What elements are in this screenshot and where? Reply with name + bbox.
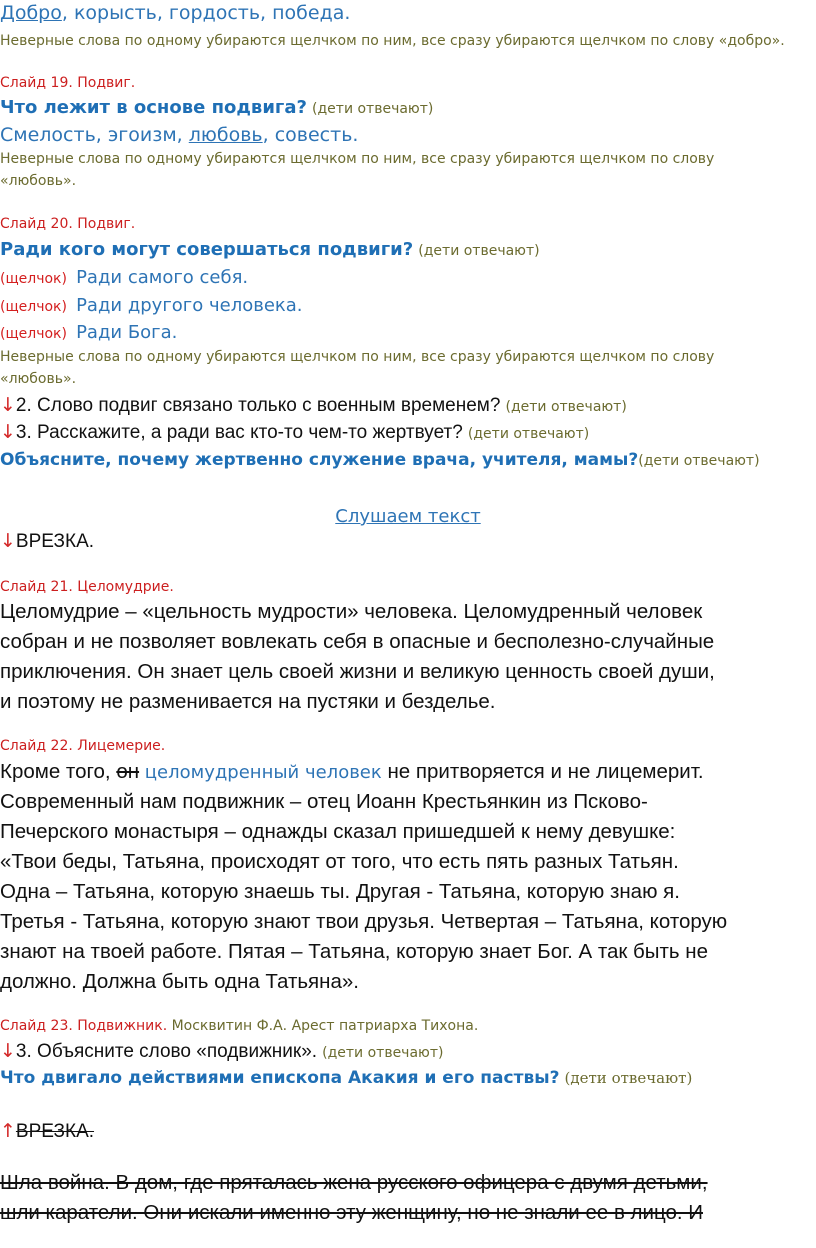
word-dobro[interactable]: Добро [0,2,62,24]
slide22-line: должно. Должна быть одна Татьяна». [0,970,359,993]
vrezka-1: ВРЕЗКА. [15,531,95,552]
listen-link-row [0,506,816,527]
slide23-title: Слайд 23. Подвижник. [0,1018,168,1034]
arrow-up-icon: ↑ [0,1120,16,1142]
slide19-question-line [0,98,433,119]
arrow-down-icon: ↓ [0,421,16,443]
slide20-option-2 [0,296,303,317]
slide20-option-3 [0,323,177,344]
slide22-blue-phrase: целомудренный человек [139,762,382,783]
slide23-title-extra: Москвитин Ф.А. Арест патриарха Тихона. [167,1018,479,1034]
slide22-line: Печерского монастыря – однажды сказал пришедшей к нему девушке: [0,820,676,843]
listen-link[interactable]: Слушаем текст [335,506,481,527]
slide19-words [0,125,358,147]
arrow-down-icon: ↓ [0,530,16,552]
slide20-option-1 [0,268,248,289]
slide22-line: Одна – Татьяна, которую знаешь ты. Другая - Татьяна, которую знаю я. [0,880,680,903]
slide19-words-a: Смелость, эгоизм, [0,124,189,146]
slide21-line: и поэтому не разменивается на пустяки и безделье. [0,690,496,713]
option-text: Ради Бога. [76,322,178,343]
kids-answer: (дети отвечают) [638,453,760,469]
slide23-q3-line [0,1041,443,1063]
kids-answer: (дети отвечают) [322,1045,444,1061]
slide22-line: Современный нам подвижник – отец Иоанн Крестьянкин из Псково- [0,790,648,813]
slide22-line: знают на твоей работе. Пятая – Татьяна, которую знает Бог. А так быть не [0,940,709,963]
slide23-bold-question-line [0,1069,692,1089]
slide20-question: Ради кого могут совершаться подвиги? [0,239,414,260]
slide20-title: Слайд 20. Подвиг. [0,216,136,232]
slide22-text: Кроме того, [0,760,117,783]
slide20-question-line [0,240,540,261]
slide20-bold-question: Объясните, почему жертвенно служение врача, учителя, мамы? [0,450,639,470]
slide20-bold-question-line [0,451,760,471]
story-line: шли каратели. Они искали именно эту женщину, но не знали ее в лицо. И [0,1201,703,1224]
vrezka-2-line [0,1121,94,1143]
slide22-line: Третья - Татьяна, которую знают твои друзья. Четвертая – Татьяна, которую [0,910,728,933]
top-words [0,3,350,25]
word-lyubov[interactable]: любовь [188,124,263,146]
kids-answer: (дети отвечают) [564,1069,693,1087]
click-label: (щелчок) [0,271,67,287]
slide21-title: Слайд 21. Целомудрие. [0,579,174,595]
slide21-line: приключения. Он знает цель своей жизни и великую ценность своей души, [0,660,715,683]
top-words-rest: , корысть, гордость, победа. [61,2,351,24]
slide19-question: Что лежит в основе подвига? [0,97,307,118]
slide20-q2: 2. Слово подвиг связано только с военным временем? [15,395,501,416]
story-line: Шла война. В дом, где пряталась жена русского офицера с двумя детьми, [0,1171,708,1194]
slide19-note-2: «любовь». [0,173,77,189]
slide21-line: Целомудрие – «цельность мудрости» человека. Целомудренный человек [0,600,703,623]
slide21-line: собран и не позволяет вовлекать себя в опасные и бесполезно-случайные [0,630,715,653]
click-label: (щелчок) [0,326,67,342]
slide23-bold-question: Что двигало действиями епископа Акакия и его паствы? [0,1068,560,1088]
option-text: Ради самого себя. [76,267,249,288]
kids-answer: (дети отвечают) [467,426,590,442]
slide20-note-1: Неверные слова по одному убираются щелчком по ним, все сразу убираются щелчком по слову [0,349,715,365]
slide19-words-b: , совесть. [262,124,359,146]
slide22-line: «Твои беды, Татьяна, происходят от того, что есть пять разных Татьян. [0,850,679,873]
slide22-struck-word: он [116,760,140,783]
slide20-q2-line [0,395,627,417]
kids-answer: (дети отвечают) [505,399,627,415]
slide22-text: не притворяется и не лицемерит. [381,760,704,783]
arrow-down-icon: ↓ [0,1040,16,1062]
slide22-title: Слайд 22. Лицемерие. [0,738,166,754]
slide23-title-line [0,1018,478,1034]
option-text: Ради другого человека. [76,295,303,316]
click-label: (щелчок) [0,299,67,315]
kids-answer: (дети отвечают) [312,101,434,117]
top-note: Неверные слова по одному убираются щелчком по ним, все сразу убираются щелчком по слову «добро». [0,33,785,49]
slide19-note-1: Неверные слова по одному убираются щелчком по ним, все сразу убираются щелчком по слову [0,151,715,167]
slide23-q3: 3. Объясните слово «подвижник». [15,1041,318,1062]
slide22-line-1 [0,760,704,784]
kids-answer: (дети отвечают) [418,243,540,259]
vrezka-1-line [0,531,94,553]
slide19-title: Слайд 19. Подвиг. [0,75,136,91]
slide20-note-2: «любовь». [0,371,77,387]
arrow-down-icon: ↓ [0,394,16,416]
slide20-q3-line [0,422,589,444]
slide20-q3: 3. Расскажите, а ради вас кто-то чем-то жертвует? [15,422,463,443]
vrezka-2: ВРЕЗКА. [15,1121,95,1142]
